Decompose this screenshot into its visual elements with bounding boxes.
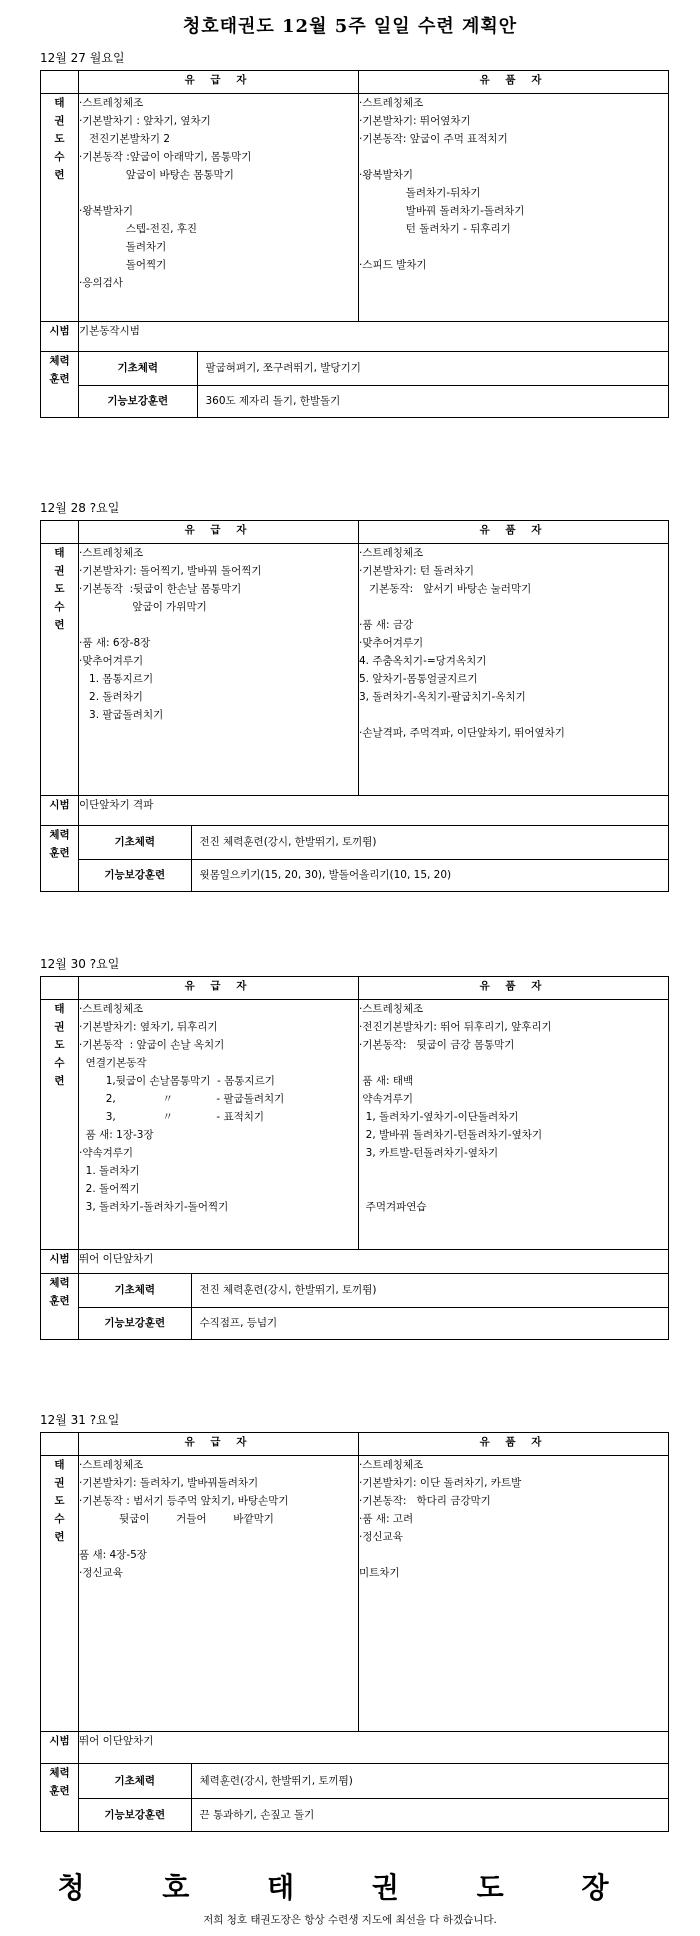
- advanced-plan: ·스트레칭체조 ·기본발차기: 턴 돌려차기 기본동작: 앞서기 바탕손 눌러막기 ·품 새: 금강 ·맞추어겨루기 4. 주춤옥치기-=당겨옥치기 5. 앞차기-몸통얼굴지르기 3, 돌려차기-옥치기-팔굽치기-옥치기 ·손날격파, 주먹격파, 이단앞차기, 뛰어옆차기: [359, 544, 669, 796]
- exam-value: 기본동작시범: [79, 322, 669, 352]
- beginner-plan: ·스트레칭체조 ·기본발차기: 옆차기, 뒤후리기 ·기본동작 : 앞굽이 손날 옥치기 연결기본동작 1,뒷굽이 손날몸통막기 - 몸통지르기 2, 〃 - 팔굽돌려치기 3, 〃 - 표적치기 품 새: 1장-3장 ·약속겨루기 1. 돌려차기 2. 돌어찍기 3, 돌려차기-돌려차기-돌어찍기: [79, 1000, 359, 1250]
- skill-training-label: 기능보강훈련: [79, 859, 191, 891]
- basic-fitness-value: 전진 체력훈련(강시, 한발뛰기, 토끼뜀): [191, 1274, 668, 1307]
- day-section-1: [40, 50, 668, 418]
- exam-value: 뛰어 이단앞차기: [79, 1732, 669, 1764]
- day-date: 12월 30 ?요일: [40, 957, 120, 971]
- fitness-table: [79, 1274, 668, 1339]
- advanced-header: 유 품 자: [359, 521, 669, 544]
- exam-label: 시범: [41, 322, 79, 352]
- footer-academy-name: 청 호 태 권 도 장: [57, 1871, 643, 1904]
- fitness-label: 체력 훈련: [41, 826, 79, 892]
- training-label: 태 권 도 수 련: [41, 94, 79, 322]
- day-date: 12월 28 ?요일: [40, 501, 120, 515]
- day-date: 12월 31 ?요일: [40, 1413, 120, 1427]
- exam-value: 뛰어 이단앞차기: [79, 1250, 669, 1274]
- day-date: 12월 27 월요일: [40, 51, 125, 65]
- beginner-plan: ·스트레칭체조 ·기본발차기 : 앞차기, 옆차기 전진기본발차기 2 ·기본동작 :앞굽이 아래막기, 몸통막기 앞굽이 바탕손 몸통막기 ·왕복발차기 스텝-전진, 후진 돌려차기 돌어찍기 ·응의검사: [79, 94, 359, 322]
- exam-label: 시범: [41, 796, 79, 826]
- plan-table: [40, 976, 669, 1340]
- advanced-header: 유 품 자: [359, 1433, 669, 1456]
- basic-fitness-value: 전진 체력훈련(강시, 한발뛰기, 토끼뜀): [191, 826, 668, 859]
- skill-training-label: 기능보강훈련: [79, 1307, 191, 1339]
- skill-training-value: 360도 제자리 돌기, 한발돌기: [205, 395, 341, 408]
- basic-fitness-value: 팔굽혀펴기, 쪼구려뛰기, 발당기기: [197, 352, 668, 385]
- advanced-plan: ·스트레칭체조 ·기본발차기: 이단 돌려차기, 카트발 ·기본동작: 학다리 금강막기 ·품 새: 고려 ·정신교육 미트차기: [359, 1456, 669, 1732]
- training-label: 태 권 도 수 련: [41, 1000, 79, 1250]
- plan-table: [40, 70, 669, 418]
- basic-fitness-label: 기초체력: [79, 352, 197, 385]
- skill-training-value: 수직점프, 등넘기: [199, 1317, 278, 1330]
- fitness-label: 체력 훈련: [41, 352, 79, 418]
- skill-training-label: 기능보강훈련: [79, 1798, 191, 1831]
- day-section-4: [40, 1412, 668, 1832]
- day-section-2: [40, 500, 668, 892]
- training-label: 태 권 도 수 련: [41, 544, 79, 796]
- advanced-plan: ·스트레칭체조 ·기본발차기: 뛰어옆차기 ·기본동작: 앞굽이 주먹 표적치기 ·왕복발차기 돌려차기-뒤차기 발바꿔 돌려차기-돌려차기 턴 돌려차기 - 뒤후리기 ·스피드 발차기: [359, 94, 669, 322]
- basic-fitness-label: 기초체력: [79, 1764, 191, 1798]
- advanced-plan: ·스트레칭체조 ·전진기본발차기: 뛰어 뒤후리기, 앞후리기 ·기본동작: 뒷굽이 금강 몸통막기 품 새: 태백 약속겨루기 1, 돌려차기-옆차기-이단돌려차기 2, 발바꿔 돌려차기-턴돌려차기-옆차기 3, 카트발-턴돌려차기-옆차기 주먹겨파연습: [359, 1000, 669, 1250]
- exam-label: 시범: [41, 1732, 79, 1764]
- beginner-header: 유 급 자: [79, 1433, 359, 1456]
- skill-training-value: 끈 통과하기, 손짚고 돌기: [199, 1808, 315, 1821]
- fitness-table: [79, 826, 668, 891]
- skill-training-value: 윗몸일으키기(15, 20, 30), 발돌어올리기(10, 15, 20): [199, 869, 452, 882]
- fitness-table: [79, 1764, 668, 1831]
- fitness-table: [79, 352, 668, 417]
- plan-table: [40, 520, 669, 892]
- training-label: 태 권 도 수 련: [41, 1456, 79, 1732]
- plan-table: [40, 1432, 669, 1832]
- day-section-3: [40, 956, 668, 1340]
- beginner-header: 유 급 자: [79, 521, 359, 544]
- exam-value: 이단앞차기 격파: [79, 796, 669, 826]
- advanced-header: 유 품 자: [359, 977, 669, 1000]
- exam-label: 시범: [41, 1250, 79, 1274]
- beginner-plan: ·스트레칭체조 ·기본발차기: 돌어찍기, 발바꿔 돌어찍기 ·기본동작 :뒷굽이 한손날 몸통막기 앞굽이 가위막기 ·품 새: 6장-8장 ·맞추어겨루기 1. 몸통지르기 2. 돌려차기 3. 팔굽돌려치기: [79, 544, 359, 796]
- skill-training-label: 기능보강훈련: [79, 385, 197, 417]
- advanced-header: 유 품 자: [359, 71, 669, 94]
- basic-fitness-label: 기초체력: [79, 1274, 191, 1307]
- beginner-header: 유 급 자: [79, 977, 359, 1000]
- page-title: 청호태권도 12월 5주 일일 수련 계획안: [182, 16, 518, 37]
- basic-fitness-value: 체력훈련(강시, 한발뛰기, 토끼뜀): [191, 1764, 668, 1798]
- fitness-label: 체력 훈련: [41, 1274, 79, 1340]
- footer-motto: 저희 청호 태권도장은 항상 수련생 지도에 최선을 다 하겠습니다.: [203, 1914, 497, 1926]
- beginner-plan: ·스트레칭체조 ·기본발차기: 돌려차기, 발바꿔돌려차기 ·기본동작 : 범서기 등주먹 앞치기, 바탕손막기 뒷굽이 거들어 바깥막기 품 새: 4장-5장 ·정신교육: [79, 1456, 359, 1732]
- beginner-header: 유 급 자: [79, 71, 359, 94]
- basic-fitness-label: 기초체력: [79, 826, 191, 859]
- fitness-label: 체력 훈련: [41, 1764, 79, 1832]
